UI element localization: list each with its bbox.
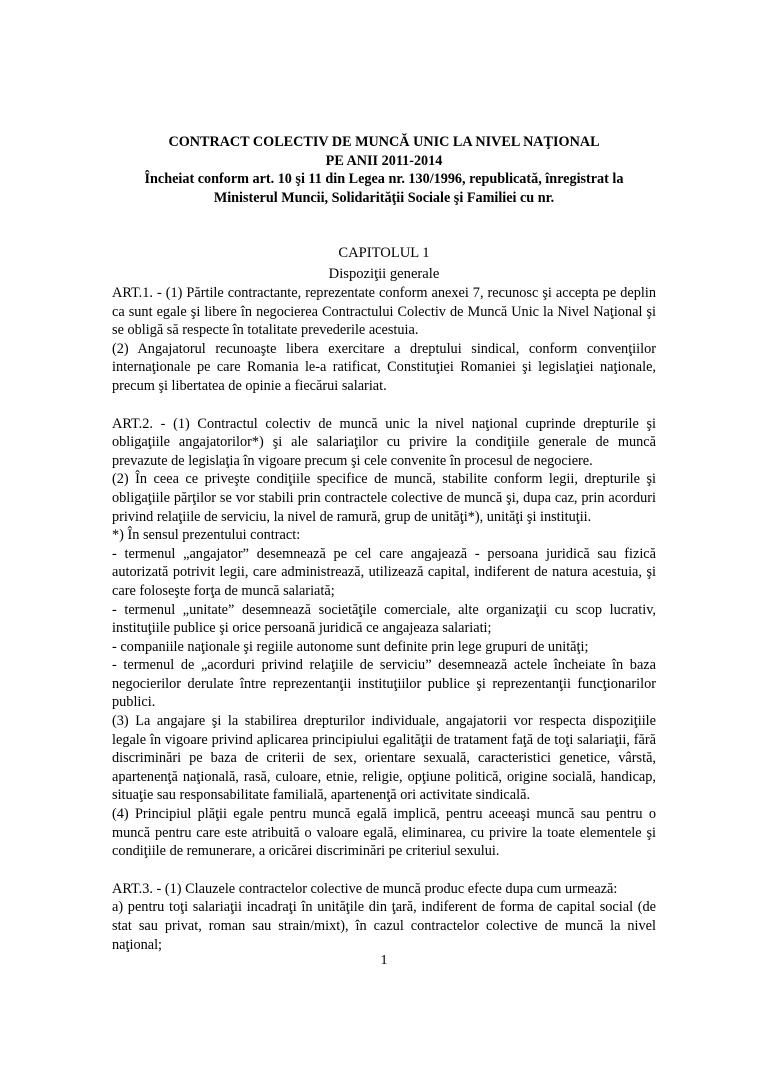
article-1-paragraph-2: (2) Angajatorul recunoaşte libera exercitare a dreptului sindical, conform convenţiilor internaţionale pe care Romania le-a ratificat, Constituţiei Romaniei şi legislaţiei naţionale, precum şi libertatea de opinie a fiecărui salariat.: [112, 340, 656, 394]
chapter-number: CAPITOLUL 1: [338, 245, 430, 261]
definition-angajator: - termenul „angajator” desemnează pe cel care angajează - persoana juridică sau fizică autorizată potrivit legii, care administrează, utilizează capital, indiferent de natura acestuia, şi care foloseşte forţa de muncă salariată;: [112, 545, 656, 599]
article-3-item-a: a) pentru toţi salariaţii incadraţi în unităţile din ţară, indiferent de forma de capital social (de stat sau privat, roman sau strain/mixt), în cazul contractelor colective de muncă la nivel naţional;: [112, 899, 656, 953]
article-2-paragraph-2: (2) În ceea ce priveşte condiţiile specifice de muncă, stabilite conform legii, drepturile şi obligaţiile părţilor se vor stabili prin contractele colective de muncă şi, dupa caz, prin acorduri privind relaţiile de serviciu, la nivel de ramură, grup de unităţi*), unităţi şi instituţii.: [112, 471, 656, 525]
footnote-intro: *) În sensul prezentului contract:: [112, 527, 301, 544]
registration-line-2: Ministerul Muncii, Solidarităţii Sociale şi Familiei cu nr.: [213, 189, 555, 206]
article-2-paragraph-4: (4) Principiul plăţii egale pentru muncă egală implică, pentru aceeaşi muncă sau pentru o muncă pentru care este atribuită o valoare egală, eliminarea, cu privire la toate elementele şi condiţiile de remunerare, a oricărei discriminări pe criteriul sexului.: [112, 806, 656, 860]
paragraph-gap: [112, 861, 656, 880]
paragraph-gap: [112, 396, 656, 415]
registration-line-1: Încheiat conform art. 10 şi 11 din Legea nr. 130/1996, republicată, înregistrat la: [144, 171, 624, 188]
article-3-paragraph-1: ART.3. - (1) Clauzele contractelor colective de muncă produc efecte dupa cum urmează:: [112, 880, 618, 897]
definition-companii: - companiile naţionale şi regiile autonome sunt definite prin lege grupuri de unităţi;: [112, 638, 589, 655]
page-number: 1: [380, 953, 388, 968]
title-line-2: PE ANII 2011-2014: [325, 152, 443, 169]
document-header: [112, 133, 656, 207]
definition-acorduri: - termenul de „acorduri privind relaţiile de serviciu” desemnează actele încheiate în baza negocierilor derulate între reprezentanţii instituţiilor publice şi reprezentanţii funcţionarilor publici.: [112, 657, 656, 711]
article-2-paragraph-3: (3) La angajare şi la stabilirea drepturilor individuale, angajatorii vor respecta dispoziţiile legale în vigoare privind aplicarea principiului egalităţii de tratament faţă de toţi salariaţii, fără discriminări pe baza de criterii de sex, orientare sexuală, caracteristici genetice, vârstă, apartenenţă naţională, rasă, culoare, etnie, religie, opţiune politică, origine socială, handicap, situaţie sau responsabilitate familială, apartenenţă ori activitate sindicală.: [112, 713, 656, 804]
document-body: [112, 284, 656, 954]
title-line-1: CONTRACT COLECTIV DE MUNCĂ UNIC LA NIVEL NAŢIONAL: [168, 134, 600, 150]
article-1-paragraph-1: ART.1. - (1) Părtile contractante, reprezentate conform anexei 7, recunosc şi accepta pe deplin ca sunt egale şi libere în negocierea Contractului Colectiv de Muncă Unic la Nivel Naţional şi se obligă să respecte în totalitate prevederile acestuia.: [112, 285, 656, 339]
chapter-heading: [112, 243, 656, 285]
definition-unitate: - termenul „unitate” desemnează societăţile comerciale, alte organizaţii cu scop lucrativ, instituţiile publice şi orice persoană juridică ce angajeaza salariati;: [112, 601, 656, 637]
chapter-title: Dispoziţii generale: [328, 266, 440, 282]
article-2-paragraph-1: ART.2. - (1) Contractul colectiv de muncă unic la nivel naţional cuprinde drepturile şi obligaţiile angajatorilor*) şi ale salariaţilor cu privire la condiţiile generale de muncă prevazute de legislaţia în vigoare precum şi cele convenite în procesul de negociere.: [112, 415, 656, 469]
